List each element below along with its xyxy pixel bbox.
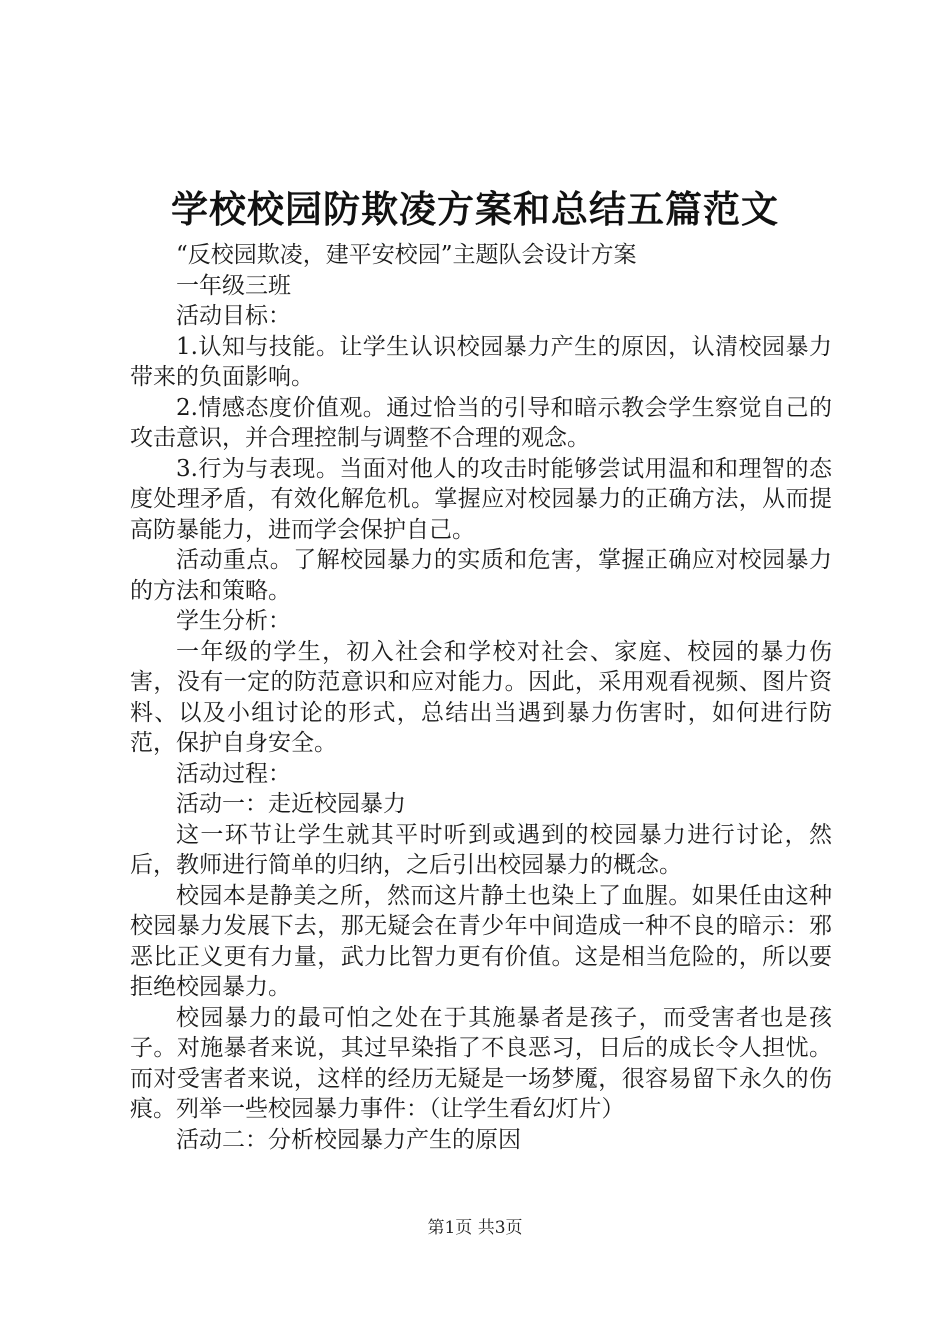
page-footer: 第1页 共3页: [427, 1218, 523, 1238]
paragraph: 校园本是静美之所，然而这片静土也染上了血腥。如果任由这种校园暴力发展下去，那无疑会在青少年中间造成一种不良的暗示：邪恶比正义更有力量，武力比智力更有价值。这是相当危险的，所以要拒绝校园暴力。: [130, 882, 832, 1000]
document-body: [130, 240, 832, 1155]
paragraph: 2.情感态度价值观。通过恰当的引导和暗示教会学生察觉自己的攻击意识，并合理控制与调整不合理的观念。: [130, 394, 832, 451]
paragraph: 校园暴力的最可怕之处在于其施暴者是孩子，而受害者也是孩子。对施暴者来说，其过早染指了不良恶习，日后的成长令人担忧。而对受害者来说，这样的经历无疑是一场梦魇，很容易留下永久的伤痕。列举一些校园暴力事件：（让学生看幻灯片）: [130, 1004, 832, 1122]
paragraph: 3.行为与表现。当面对他人的攻击时能够尝试用温和和理智的态度处理矛盾，有效化解危机。掌握应对校园暴力的正确方法，从而提高防暴能力，进而学会保护自己。: [130, 455, 832, 543]
paragraph: 这一环节让学生就其平时听到或遇到的校园暴力进行讨论，然后，教师进行简单的归纳，之后引出校园暴力的概念。: [130, 821, 832, 878]
paragraph: 一年级的学生，初入社会和学校对社会、家庭、校园的暴力伤害，没有一定的防范意识和应对能力。因此，采用观看视频、图片资料、以及小组讨论的形式，总结出当遇到暴力伤害时，如何进行防范，保护自身安全。: [130, 638, 832, 756]
paragraph: 活动重点。了解校园暴力的实质和危害，掌握正确应对校园暴力的方法和策略。: [130, 547, 832, 604]
paragraph: 活动目标：: [176, 303, 291, 329]
paragraph: 活动过程：: [176, 760, 291, 787]
paragraph: 一年级三班: [176, 272, 291, 299]
paragraph: 活动一：走近校园暴力: [176, 791, 406, 817]
document-title: 学校校园防欺凌方案和总结五篇范文: [171, 187, 779, 231]
paragraph: “反校园欺凌，建平安校园”主题队会设计方案: [176, 242, 637, 268]
paragraph: 1.认知与技能。让学生认识校园暴力产生的原因，认清校园暴力带来的负面影响。: [130, 333, 832, 390]
paragraph: 学生分析：: [176, 608, 291, 634]
paragraph: 活动二：分析校园暴力产生的原因: [176, 1126, 521, 1153]
